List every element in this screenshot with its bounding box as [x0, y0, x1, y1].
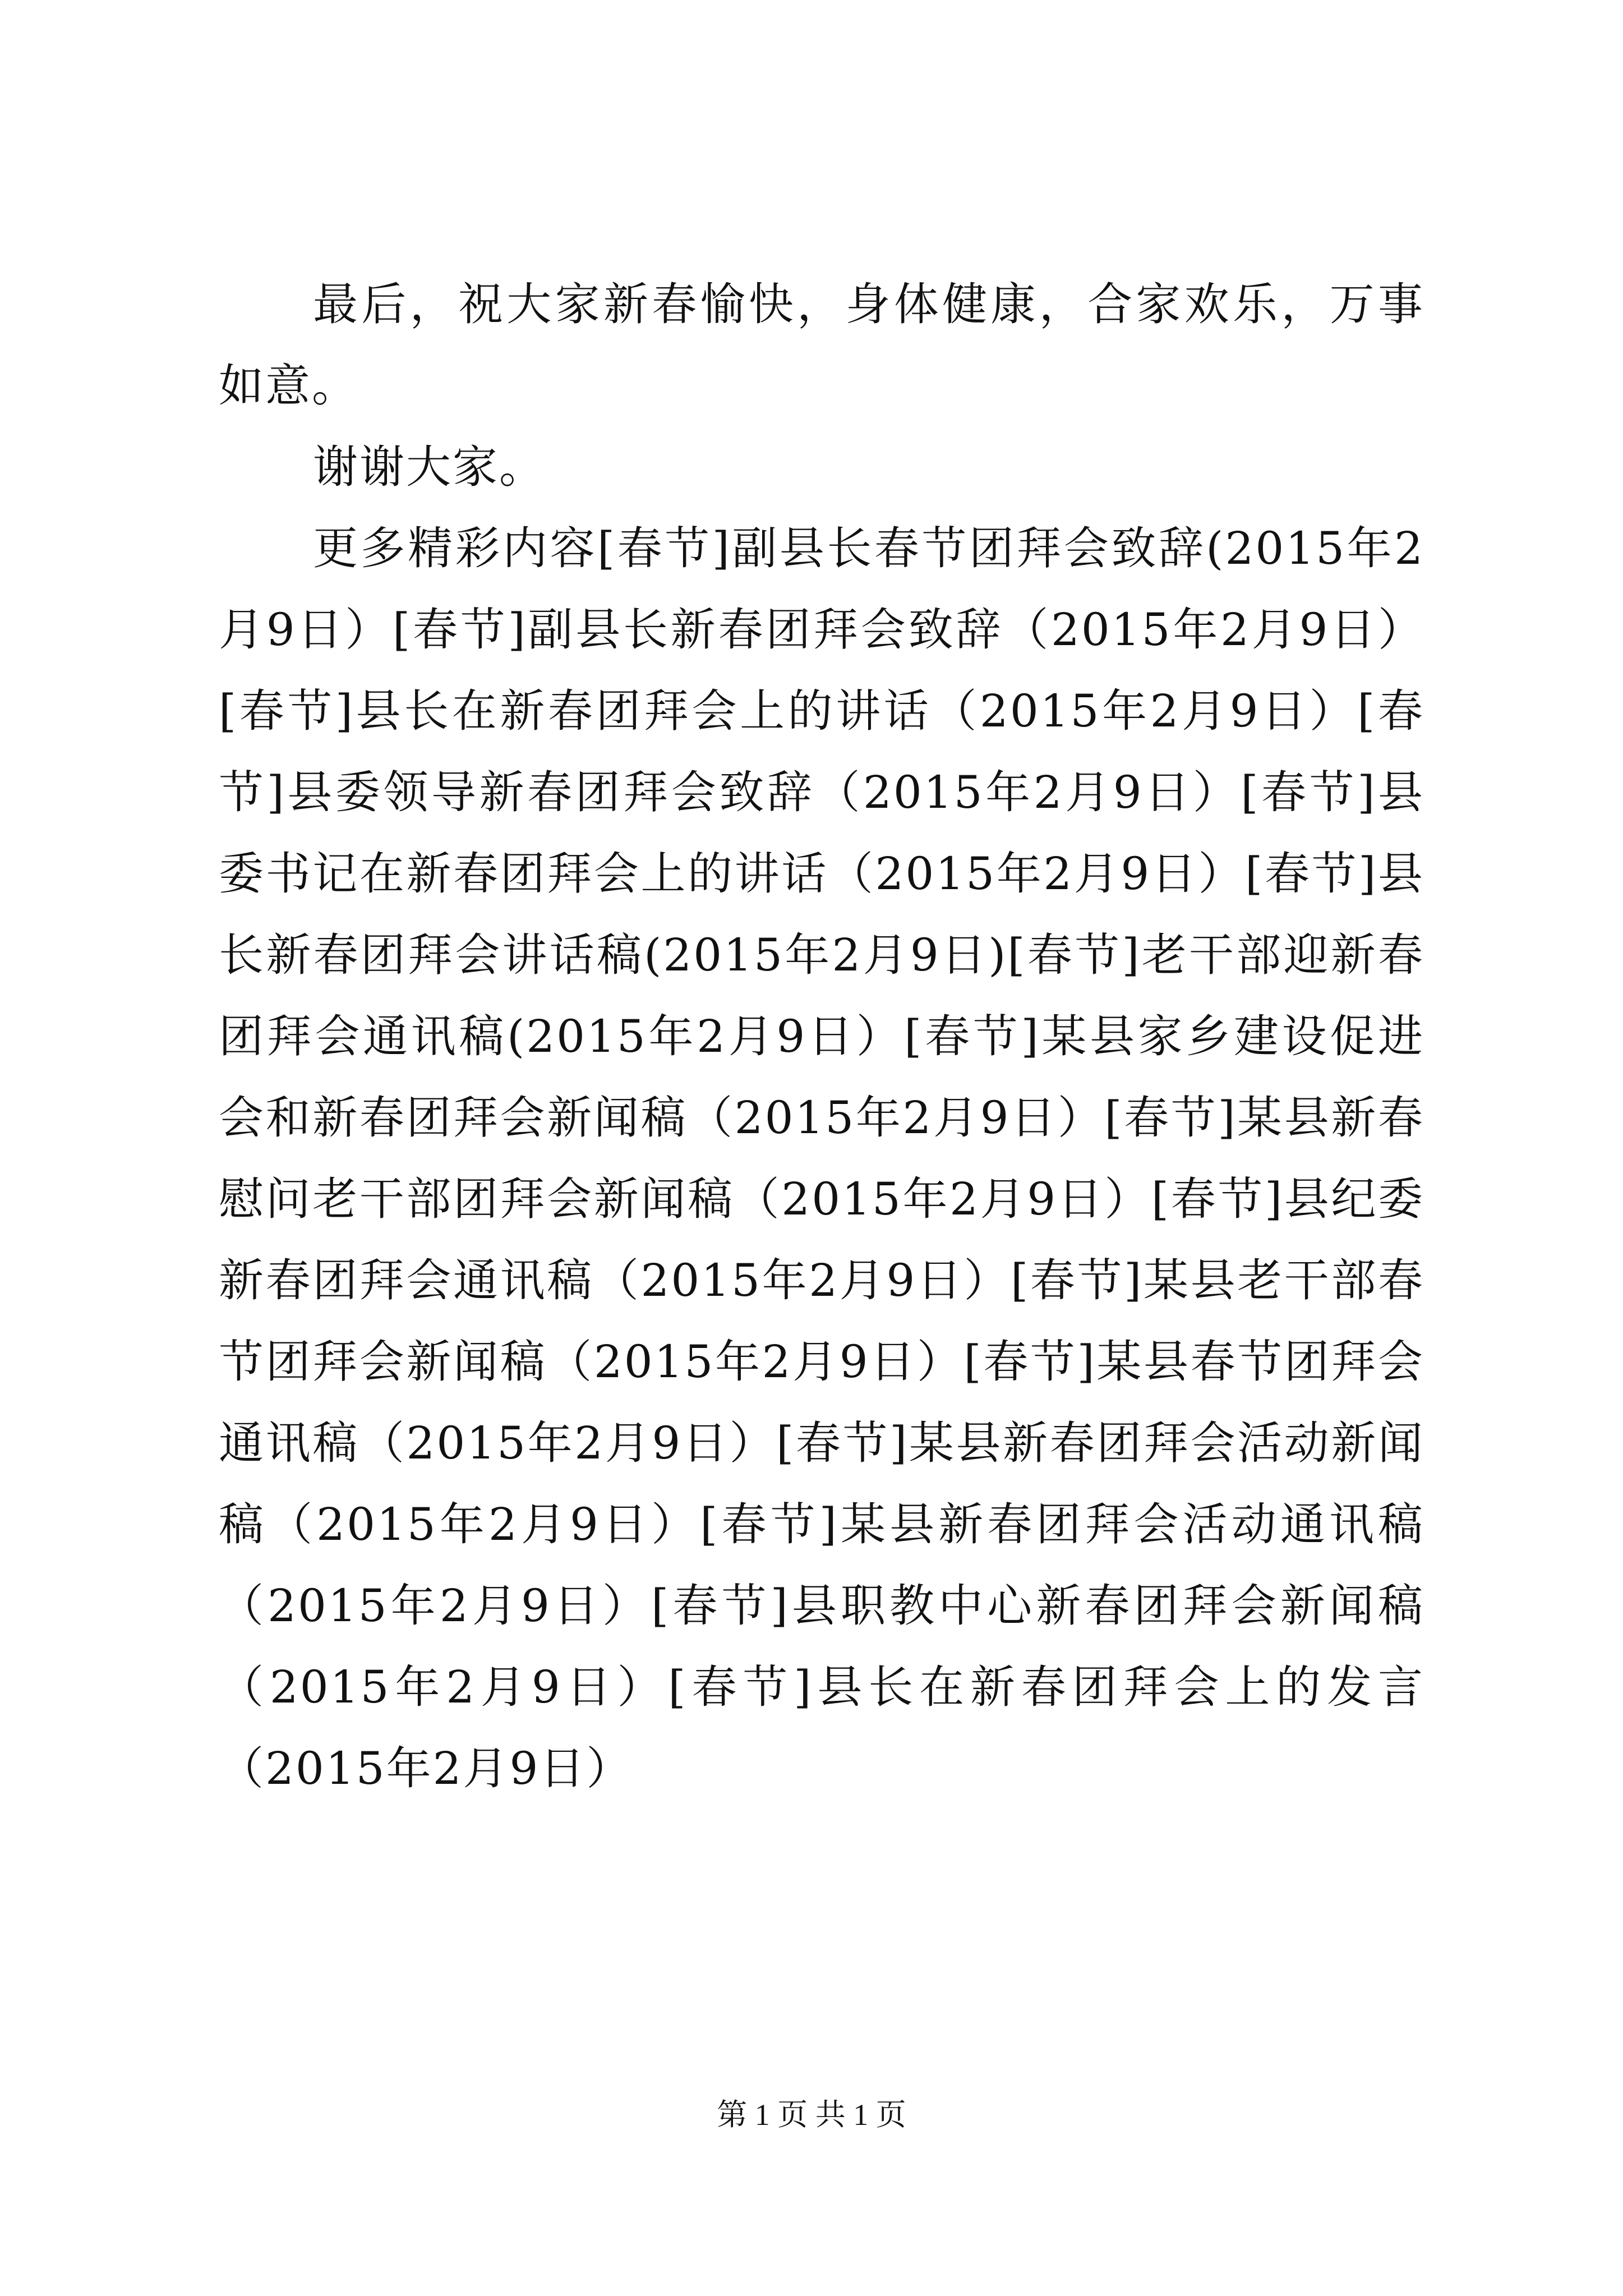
page-footer: 第 1 页 共 1 页	[717, 2098, 906, 2132]
document-body	[219, 264, 1424, 1809]
thanks-paragraph: 谢谢大家。	[313, 441, 546, 493]
related-content-paragraph: 更多精彩内容[春节]副县长春节团拜会致辞(2015年2月9日）[春节]副县长新春团拜会致辞（2015年2月9日）[春节]县长在新春团拜会上的讲话（2015年2月9日）[春节]县委领导新春团拜会致辞（2015年2月9日）[春节]县委书记在新春团拜会上的讲话（2015年2月9日）[春节]县长新春团拜会讲话稿(2015年2月9日)[春节]老干部迎新春团拜会通讯稿(2015年2月9日）[春节]某县家乡建设促进会和新春团拜会新闻稿（2015年2月9日）[春节]某县新春慰问老干部团拜会新闻稿（2015年2月9日）[春节]县纪委新春团拜会通讯稿（2015年2月9日）[春节]某县老干部春节团拜会新闻稿（2015年2月9日）[春节]某县春节团拜会通讯稿（2015年2月9日）[春节]某县新春团拜会活动新闻稿（2015年2月9日）[春节]某县新春团拜会活动通讯稿（2015年2月9日）[春节]县职教中心新春团拜会新闻稿（2015年2月9日）[春节]县长在新春团拜会上的发言（2015年2月9日）	[219, 522, 1424, 1795]
closing-wishes-paragraph: 最后，祝大家新春愉快，身体健康，合家欢乐，万事如意。	[219, 278, 1424, 412]
